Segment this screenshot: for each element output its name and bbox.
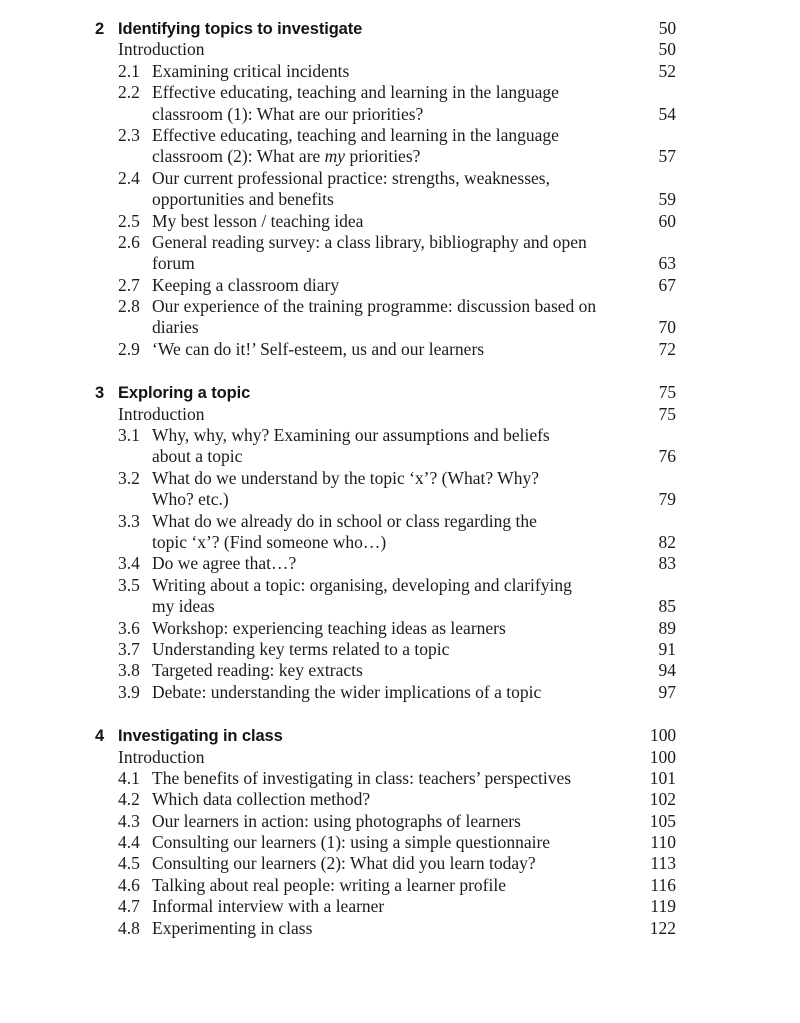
- chapter-number: 4: [95, 727, 105, 746]
- chapter-rows: [118, 39, 676, 360]
- chapter-block: [95, 725, 676, 939]
- page-number: 52: [658, 60, 676, 81]
- page-number: 105: [649, 810, 676, 831]
- section-title: Workshop: experiencing teaching ideas as learners: [152, 617, 506, 638]
- section-title: Our experience of the training programme: discussion based on: [152, 296, 597, 317]
- section-number: 4.2: [118, 789, 140, 810]
- section-number: 2.6: [118, 231, 140, 252]
- section-title: Introduction: [118, 403, 205, 424]
- page-number: 116: [650, 874, 676, 895]
- toc-row: [118, 811, 676, 832]
- chapter-block: [95, 382, 676, 703]
- section-title: Talking about real people: writing a learner profile: [152, 874, 506, 895]
- toc-row: [118, 489, 676, 510]
- toc-row: [118, 832, 676, 853]
- toc-row: [118, 747, 676, 768]
- section-number: 3.6: [118, 617, 140, 638]
- toc-row: [118, 660, 676, 681]
- section-title: Who? etc.): [152, 489, 229, 510]
- page-number: 82: [658, 531, 676, 552]
- section-number: 4.6: [118, 874, 140, 895]
- section-title: Keeping a classroom diary: [152, 274, 340, 295]
- page-number: 60: [658, 210, 676, 231]
- page-number: 67: [658, 274, 676, 295]
- section-title: diaries: [152, 317, 199, 338]
- chapter-page-number: 75: [658, 382, 676, 403]
- section-number: 2.5: [118, 210, 140, 231]
- chapter-rows: [118, 747, 676, 940]
- toc-row: [118, 317, 676, 338]
- page-number: 83: [658, 553, 676, 574]
- section-number: 2.1: [118, 60, 140, 81]
- page-number: 75: [658, 403, 676, 424]
- section-title: My best lesson / teaching idea: [152, 210, 364, 231]
- section-title: ‘We can do it!’ Self-esteem, us and our learners: [152, 338, 485, 359]
- toc-row: [118, 189, 676, 210]
- toc-row: [118, 682, 676, 703]
- page-number: 91: [658, 638, 676, 659]
- chapter-heading: [95, 725, 676, 746]
- toc-row: [118, 425, 676, 446]
- page-number: 50: [658, 39, 676, 60]
- page-number: 79: [658, 489, 676, 510]
- section-number: 2.2: [118, 82, 140, 103]
- chapter-page-number: 50: [658, 18, 676, 38]
- page-number: 94: [658, 660, 676, 681]
- section-title: opportunities and benefits: [152, 189, 334, 210]
- page-number: 89: [658, 617, 676, 638]
- section-title: General reading survey: a class library, bibliography and open: [152, 231, 587, 252]
- section-title: Introduction: [118, 746, 205, 767]
- toc-row: [118, 146, 676, 167]
- section-number: 3.3: [118, 510, 140, 531]
- page-number: 54: [658, 103, 676, 124]
- toc-row: [118, 275, 676, 296]
- toc-row: [118, 39, 676, 60]
- section-title: Experimenting in class: [152, 917, 313, 938]
- chapter-number: 3: [95, 384, 105, 403]
- toc-row: [118, 639, 676, 660]
- section-title: What do we already do in school or class regarding the: [152, 510, 537, 531]
- chapter-title: Identifying topics to investigate: [118, 20, 363, 38]
- chapter-block: [95, 18, 676, 360]
- section-title: Effective educating, teaching and learning in the language: [152, 124, 559, 145]
- section-title: Our current professional practice: strengths, weaknesses,: [152, 167, 550, 188]
- toc-row: [118, 404, 676, 425]
- section-number: 3.1: [118, 425, 140, 446]
- section-title: The benefits of investigating in class: teachers’ perspectives: [152, 767, 572, 788]
- section-title: about a topic: [152, 446, 243, 467]
- toc-row: [118, 789, 676, 810]
- section-title: topic ‘x’? (Find someone who…): [152, 531, 387, 552]
- chapter-title: Exploring a topic: [118, 384, 251, 403]
- chapter-heading: [95, 382, 676, 403]
- toc-row: [118, 768, 676, 789]
- section-title: forum: [152, 253, 195, 274]
- section-number: 4.3: [118, 810, 140, 831]
- chapter-rows: [118, 404, 676, 703]
- toc-row: [118, 553, 676, 574]
- page-number: 102: [649, 789, 676, 810]
- section-number: 2.3: [118, 124, 140, 145]
- page-number: 101: [649, 767, 676, 788]
- section-title: Consulting our learners (1): using a simple questionnaire: [152, 832, 551, 853]
- toc-row: [118, 596, 676, 617]
- page-number: 57: [658, 146, 676, 167]
- section-number: 2.4: [118, 167, 140, 188]
- toc-row: [118, 168, 676, 189]
- section-number: 4.5: [118, 853, 140, 874]
- toc-row: [118, 532, 676, 553]
- page-number: 70: [658, 317, 676, 338]
- page-number: 119: [650, 896, 676, 917]
- section-number: 3.2: [118, 467, 140, 488]
- section-number: 4.1: [118, 767, 140, 788]
- toc-row: [118, 618, 676, 639]
- chapter-number: 2: [95, 20, 105, 38]
- toc-row: [118, 875, 676, 896]
- page-number: 85: [658, 596, 676, 617]
- toc-row: [118, 232, 676, 253]
- section-number: 3.9: [118, 681, 140, 702]
- chapter-heading: [95, 18, 676, 39]
- page-number: 63: [658, 253, 676, 274]
- section-number: 2.7: [118, 274, 140, 295]
- section-title: Do we agree that…?: [152, 553, 297, 574]
- section-number: 3.5: [118, 574, 140, 595]
- page-number: 113: [650, 853, 676, 874]
- chapter-page-number: 100: [650, 725, 676, 746]
- section-number: 3.8: [118, 660, 140, 681]
- section-number: 3.4: [118, 553, 140, 574]
- section-title: Informal interview with a learner: [152, 896, 385, 917]
- page-number: 100: [649, 746, 676, 767]
- toc-row: [118, 468, 676, 489]
- toc-row: [118, 125, 676, 146]
- toc-row: [118, 253, 676, 274]
- section-number: 4.7: [118, 896, 140, 917]
- toc-row: [118, 211, 676, 232]
- toc-row: [118, 853, 676, 874]
- chapter-title: Investigating in class: [118, 727, 283, 746]
- section-title: Our learners in action: using photographs of learners: [152, 810, 521, 831]
- toc-row: [118, 82, 676, 103]
- toc-row: [118, 918, 676, 939]
- toc-row: [118, 511, 676, 532]
- page-number: 59: [658, 189, 676, 210]
- section-title: classroom (2): What are my priorities?: [152, 146, 421, 167]
- section-number: 4.4: [118, 832, 140, 853]
- page-number: 97: [658, 681, 676, 702]
- toc-row: [118, 296, 676, 317]
- toc-row: [118, 339, 676, 360]
- section-title: Effective educating, teaching and learning in the language: [152, 82, 559, 103]
- page-number: 72: [658, 338, 676, 359]
- section-title: Writing about a topic: organising, developing and clarifying: [152, 574, 572, 595]
- section-title: my ideas: [152, 596, 215, 617]
- section-title: Debate: understanding the wider implications of a topic: [152, 681, 542, 702]
- page-number: 76: [658, 446, 676, 467]
- section-number: 2.9: [118, 338, 140, 359]
- section-number: 4.8: [118, 917, 140, 938]
- section-title: Why, why, why? Examining our assumptions and beliefs: [152, 425, 550, 446]
- toc-row: [118, 61, 676, 82]
- section-title: classroom (1): What are our priorities?: [152, 103, 424, 124]
- section-number: 2.8: [118, 296, 140, 317]
- page-number: 110: [650, 832, 676, 853]
- toc-row: [118, 896, 676, 917]
- toc-row: [118, 446, 676, 467]
- section-title: Introduction: [118, 39, 205, 60]
- section-title: Examining critical incidents: [152, 60, 350, 81]
- section-title: What do we understand by the topic ‘x’? (What? Why?: [152, 467, 539, 488]
- toc-row: [118, 575, 676, 596]
- section-title: Consulting our learners (2): What did you learn today?: [152, 853, 536, 874]
- page-number: 122: [649, 917, 676, 938]
- toc-root: [95, 18, 676, 939]
- section-title: Understanding key terms related to a topic: [152, 638, 450, 659]
- section-title: Which data collection method?: [152, 789, 371, 810]
- section-title: Targeted reading: key extracts: [152, 660, 363, 681]
- section-number: 3.7: [118, 638, 140, 659]
- toc-row: [118, 104, 676, 125]
